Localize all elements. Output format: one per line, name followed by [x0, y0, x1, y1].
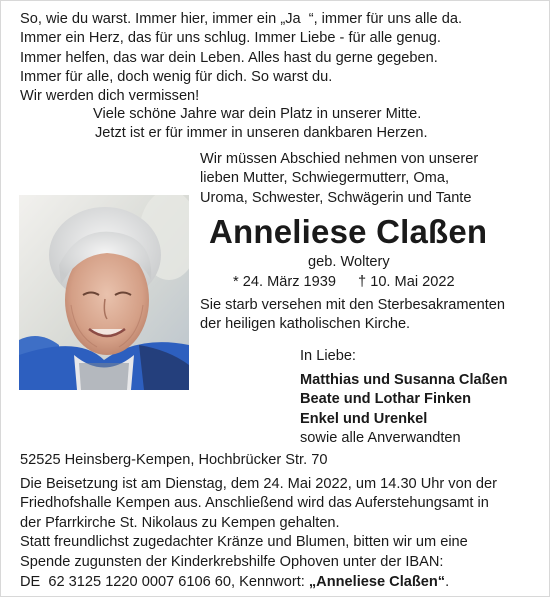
intro-line: Uroma, Schwester, Schwägerin und Tante — [200, 189, 472, 206]
motto-line: Jetzt ist er für immer in unseren dankbaren Herzen. — [95, 125, 428, 142]
in-love-label: In Liebe: — [300, 348, 356, 364]
funeral-line: Die Beisetzung ist am Dienstag, dem 24. Mai 2022, um 14.30 Uhr von der — [20, 475, 497, 492]
life-dates — [233, 273, 455, 292]
poem — [20, 10, 462, 106]
intro-line: lieben Mutter, Schwiegermutterr, Oma, — [200, 170, 450, 187]
birth-name: geb. Woltery — [308, 254, 390, 270]
poem-line: Immer ein Herz, das für uns schlug. Immer Liebe - für alle genug. — [20, 30, 441, 47]
iban-text: DE 62 3125 1220 0007 6106 60, Kennwort: — [20, 573, 309, 590]
donation-line: Statt freundlichst zugedachter Kränze und Blumen, bitten wir um eine — [20, 534, 468, 551]
intro-line: Wir müssen Abschied nehmen von unserer — [200, 151, 479, 167]
intro — [200, 150, 478, 208]
iban-line — [20, 573, 497, 593]
poem-line: Immer für alle, doch wenig für dich. So warst du. — [20, 68, 333, 85]
family-rest: sowie alle Anverwandten — [300, 429, 461, 446]
footer — [20, 451, 497, 592]
keyword-end: . — [445, 573, 450, 590]
family-list — [300, 371, 508, 448]
family-member: Enkel und Urenkel — [300, 410, 428, 427]
funeral-line: Friedhofshalle Kempen aus. Anschließend wird das Auferstehungsamt in — [20, 495, 489, 512]
portrait-photo — [19, 195, 189, 390]
poem-line: Wir werden dich vermissen! — [20, 88, 200, 105]
donation-line: Spende zugunsten der Kinderkrebshilfe Ophoven unter der IBAN: — [20, 553, 444, 570]
faith-line: der heiligen katholischen Kirche. — [200, 316, 411, 333]
birth-date: * 24. März 1939 — [233, 274, 337, 290]
motto-line: Viele schöne Jahre war dein Platz in unserer Mitte. — [93, 106, 422, 122]
faith-note — [200, 296, 505, 335]
family-member: Beate und Lothar Finken — [300, 391, 472, 408]
keyword: „Anneliese Claßen“ — [308, 573, 446, 590]
death-date: † 10. Mai 2022 — [358, 274, 455, 290]
family-member: Matthias und Susanna Claßen — [300, 372, 508, 388]
deceased-name: Anneliese Claßen — [209, 213, 488, 250]
address: 52525 Heinsberg-Kempen, Hochbrücker Str. 70 — [20, 452, 328, 468]
funeral-line: der Pfarrkirche St. Nikolaus zu Kempen gehalten. — [20, 514, 340, 531]
motto — [93, 105, 428, 144]
poem-line: Immer helfen, das war dein Leben. Alles hast du gerne gegeben. — [20, 49, 438, 66]
faith-line: Sie starb versehen mit den Sterbesakramenten — [200, 297, 506, 313]
poem-line: So, wie du warst. Immer hier, immer ein „Ja “, immer für uns alle da. — [20, 11, 462, 27]
